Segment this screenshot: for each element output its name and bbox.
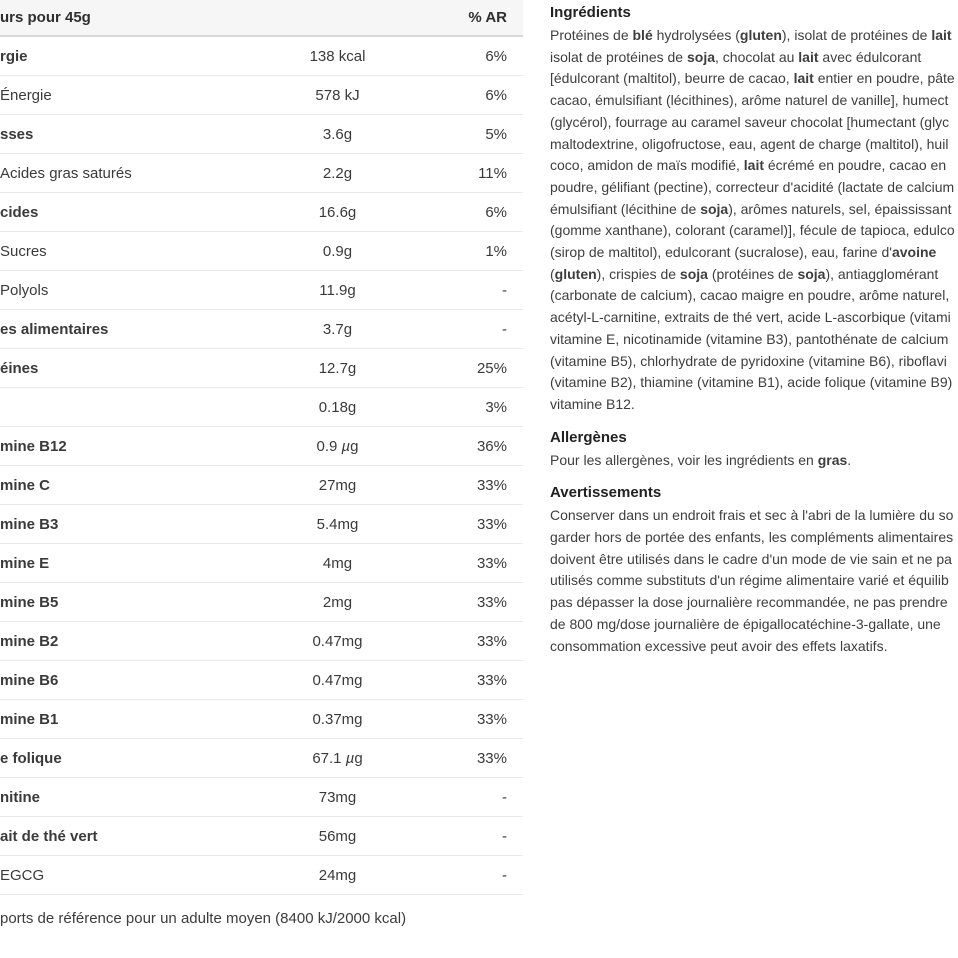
text-line: Pour les allergènes, voir les ingrédients en gras.: [550, 451, 852, 468]
product-info-column: [550, 3, 958, 669]
nutrient-ar-percent: 25%: [476, 359, 507, 377]
nutrient-value: 0.47mg: [312, 671, 363, 689]
text-line: consommation excessive peut avoir des effets laxatifs.: [550, 637, 888, 654]
text-line: coco, amidon de maïs modifié, lait écrémé en poudre, cacao en: [550, 157, 947, 174]
nutrient-label: nitine: [0, 788, 40, 806]
text-line: (carbonate de calcium), cacao maigre en poudre, arôme naturel,: [550, 287, 950, 304]
text-line: de 800 mg/dose journalière de épigallocatéchine-3-gallate, une: [550, 615, 941, 632]
nutrient-value: 0.9g: [322, 242, 353, 260]
text-line: garder hors de portée des enfants, les compléments alimentaires: [550, 529, 954, 546]
table-row: [0, 856, 523, 895]
nutrient-ar-percent: 33%: [476, 554, 507, 572]
nutrient-label: mine B5: [0, 593, 59, 611]
table-row: [0, 427, 523, 466]
nutrient-ar-percent: 33%: [476, 476, 507, 494]
nutrient-ar-percent: 6%: [485, 86, 507, 104]
text-line: doivent être utilisés dans le cadre d'un mode de vie sain et ne pa: [550, 550, 952, 567]
nutrient-value: 2.2g: [322, 164, 353, 182]
nutrient-value: 12.7g: [318, 359, 357, 377]
nutrient-label: Énergie: [0, 86, 52, 104]
nutrient-ar-percent: 6%: [485, 203, 507, 221]
table-header-row: [0, 0, 523, 37]
nutrient-label: mine E: [0, 554, 50, 572]
nutrient-value: 0.37mg: [312, 710, 363, 728]
table-row: [0, 76, 523, 115]
nutrient-ar-percent: 6%: [485, 47, 507, 65]
ingredients-heading: Ingrédients: [550, 4, 631, 21]
nutrient-ar-percent: 33%: [476, 515, 507, 533]
nutrient-label: es alimentaires: [0, 320, 109, 338]
table-row: [0, 778, 523, 817]
nutrient-value: 67.1 µg: [312, 749, 363, 767]
table-row: [0, 193, 523, 232]
nutrient-value: 0.18g: [318, 398, 357, 416]
micro-symbol: µ: [345, 749, 355, 767]
nutrient-value: 16.6g: [318, 203, 357, 221]
text-line: vitamine B12.: [550, 395, 635, 412]
table-row: [0, 700, 523, 739]
table-row: [0, 115, 523, 154]
nutrient-label: Sucres: [0, 242, 47, 260]
text-line: (glycérol), fourrage au caramel saveur chocolat [humectant (glyc: [550, 113, 950, 130]
text-line: poudre, gélifiant (pectine), correcteur d'acidité (lactate de calcium: [550, 178, 955, 195]
table-row: [0, 505, 523, 544]
text-line: maltodextrine, oligofructose, eau, agent de charge (maltitol), huil: [550, 135, 949, 152]
nutrient-label: rgie: [0, 47, 28, 65]
text-line: cacao, émulsifiant (lécithines), arôme naturel de vanille], humect: [550, 92, 949, 109]
text-line: acétyl-L-carnitine, extraits de thé vert, acide L-ascorbique (vitami: [550, 309, 951, 326]
nutrient-ar-percent: 11%: [478, 164, 507, 182]
nutrient-label: Polyols: [0, 281, 49, 299]
nutrient-label: éines: [0, 359, 39, 377]
nutrient-ar-percent: -: [502, 788, 507, 806]
nutrient-label: cides: [0, 203, 39, 221]
text-line: émulsifiant (lécithine de soja), arômes naturels, sel, épaississant: [550, 200, 952, 217]
nutrient-value: 24mg: [318, 866, 357, 884]
table-row: [0, 388, 523, 427]
table-row: [0, 271, 523, 310]
nutrient-ar-percent: -: [502, 281, 507, 299]
nutrient-ar-percent: 5%: [485, 125, 507, 143]
text-line: pas dépasser la dose journalière recommandée, ne pas prendre: [550, 594, 948, 611]
nutrient-value: 2mg: [322, 593, 353, 611]
text-line: Conserver dans un endroit frais et sec à l'abri de la lumière du so: [550, 507, 954, 524]
nutrient-value: 5.4mg: [316, 515, 359, 533]
nutrient-ar-percent: -: [502, 827, 507, 845]
nutrient-ar-percent: 36%: [476, 437, 507, 455]
table-row: [0, 310, 523, 349]
allergens-heading: Allergènes: [550, 428, 627, 446]
nutrient-ar-percent: 1%: [485, 242, 507, 260]
text-line: (gomme xanthane), colorant (caramel)], fécule de tapioca, edulco: [550, 222, 955, 239]
nutrient-ar-percent: 33%: [476, 632, 507, 650]
table-header-ar: % AR: [468, 9, 507, 26]
nutrient-label: mine B12: [0, 437, 67, 455]
nutrient-label: mine B6: [0, 671, 59, 689]
table-row: [0, 154, 523, 193]
nutrient-value: 3.6g: [322, 125, 353, 143]
nutrient-value: 56mg: [318, 827, 357, 845]
allergens-text: [550, 450, 958, 472]
nutrient-ar-percent: 3%: [485, 398, 507, 416]
table-row: [0, 583, 523, 622]
nutrient-label: mine B2: [0, 632, 59, 650]
nutrient-label: e folique: [0, 749, 62, 767]
text-line: Protéines de blé hydrolysées (gluten), isolat de protéines de lait: [550, 27, 952, 43]
nutrient-value: 3.7g: [322, 320, 353, 338]
ingredients-text: [550, 25, 958, 416]
nutrient-label: sses: [0, 125, 34, 143]
nutrient-value: 27mg: [318, 476, 357, 494]
nutrient-value: 138 kcal: [309, 47, 366, 65]
micro-symbol: µ: [341, 437, 351, 455]
table-row: [0, 37, 523, 76]
nutrient-value: 11.9g: [319, 281, 356, 299]
text-line: (vitamine B5), chlorhydrate de pyridoxine (vitamine B6), riboflavi: [550, 352, 947, 369]
table-row: [0, 349, 523, 388]
table-row: [0, 622, 523, 661]
nutrient-label: ait de thé vert: [0, 827, 98, 845]
text-line: (vitamine B2), thiamine (vitamine B1), acide folique (vitamine B9): [550, 374, 953, 391]
nutrient-value: 73mg: [318, 788, 357, 806]
text-line: [édulcorant (maltitol), beurre de cacao, lait entier en poudre, pâte: [550, 70, 955, 87]
nutrient-ar-percent: 33%: [476, 671, 507, 689]
table-row: [0, 232, 523, 271]
nutrient-ar-percent: 33%: [476, 593, 507, 611]
table-row: [0, 739, 523, 778]
warnings-text: [550, 505, 958, 657]
nutrient-value: 578 kJ: [315, 86, 360, 104]
nutrient-label: mine B1: [0, 710, 59, 728]
nutrient-value: 4mg: [322, 554, 353, 572]
table-footnote: ports de référence pour un adulte moyen (8400 kJ/2000 kcal): [0, 910, 407, 927]
table-row: [0, 544, 523, 583]
table-row: [0, 466, 523, 505]
warnings-heading: Avertissements: [550, 484, 662, 502]
nutrient-value: 0.9 µg: [316, 437, 359, 455]
nutrient-ar-percent: 33%: [476, 749, 507, 767]
nutrient-label: mine C: [0, 476, 51, 494]
nutrient-label: EGCG: [0, 866, 45, 884]
nutrition-rows: [0, 37, 523, 895]
nutrient-ar-percent: -: [502, 866, 507, 884]
text-line: utilisés comme substituts d'un régime alimentaire varié et équilib: [550, 572, 949, 589]
text-line: isolat de protéines de soja, chocolat au lait avec édulcorant: [550, 48, 922, 65]
nutrient-ar-percent: -: [502, 320, 507, 338]
nutrient-label: mine B3: [0, 515, 59, 533]
nutrient-ar-percent: 33%: [476, 710, 507, 728]
table-row: [0, 661, 523, 700]
table-row: [0, 817, 523, 856]
table-header-label: urs pour 45g: [0, 9, 91, 26]
text-line: vitamine E, nicotinamide (vitamine B3), pantothénate de calcium: [550, 330, 949, 347]
nutrient-label: Acides gras saturés: [0, 164, 132, 182]
text-line: (sirop de maltitol), edulcorant (sucralose), eau, farine d'avoine: [550, 244, 937, 261]
nutrient-value: 0.47mg: [312, 632, 363, 650]
text-line: (gluten), crispies de soja (protéines de soja), antiagglomérant: [550, 265, 939, 282]
